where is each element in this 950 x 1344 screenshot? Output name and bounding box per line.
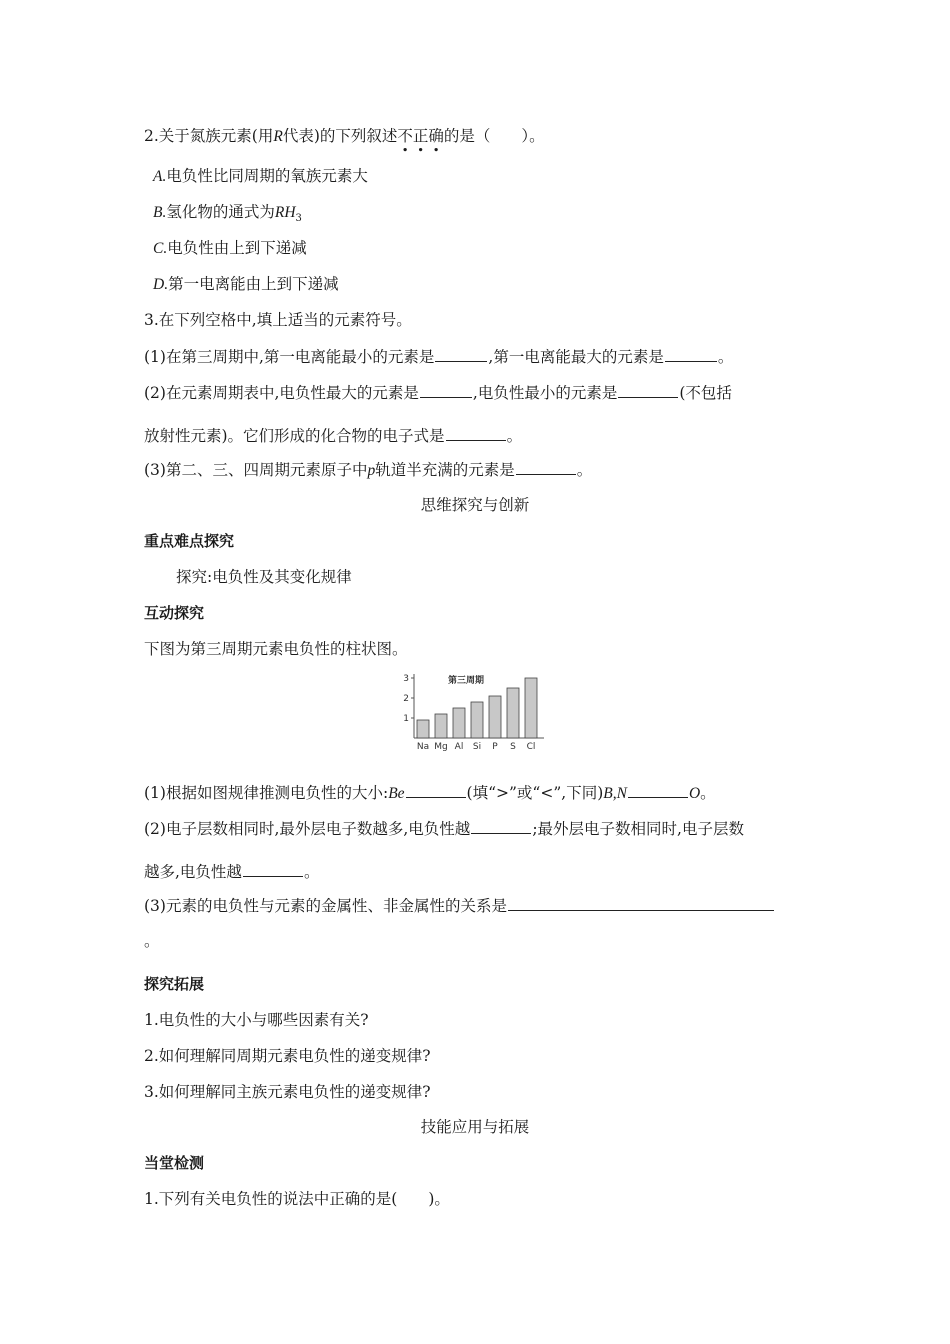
iq-part2-cont: 越多,电负性越 。: [144, 863, 320, 881]
answer-blank[interactable]: [406, 782, 466, 798]
chart-title: 第三周期: [447, 676, 485, 686]
bar: [525, 678, 537, 738]
q3-part1: (1)在第三周期中,第一电离能最小的元素是 ,第一电离能最大的元素是 。: [144, 348, 734, 366]
focus-heading: 重点难点探究: [144, 532, 235, 550]
q3-part2: (2)在元素周期表中,电负性最大的元素是 ,电负性最小的元素是 (不包括: [144, 384, 732, 402]
q2-stem: 2.关于氮族元素(用R代表)的下列叙述不正确的是（ ）。: [144, 127, 545, 145]
x-tick-label: Si: [472, 742, 482, 752]
extend-item: 2.如何理解同周期元素电负性的递变规律?: [144, 1047, 431, 1065]
answer-blank[interactable]: [446, 425, 506, 441]
interactive-heading: 互动探究: [144, 604, 205, 622]
check-heading: 当堂检测: [144, 1154, 205, 1172]
chart-intro: 下图为第三周期元素电负性的柱状图。: [144, 640, 408, 658]
x-tick-label: Na: [416, 742, 430, 752]
q2-option-b: B.氢化物的通式为$RH_3$: [153, 203, 302, 225]
answer-blank[interactable]: [435, 346, 487, 362]
q2-option-a: A.电负性比同周期的氧族元素大: [153, 167, 368, 185]
q3-part3: (3)第二、三、四周期元素原子中p轨道半充满的元素是 。: [144, 461, 593, 479]
bar: [471, 702, 483, 738]
y-tick-label: 1: [403, 714, 409, 724]
x-tick-label: Mg: [434, 742, 448, 752]
bar: [417, 720, 429, 738]
q3-part2-cont: 放射性元素)。它们形成的化合物的电子式是 。: [144, 427, 523, 445]
explore-title: 探究:电负性及其变化规律: [176, 568, 352, 586]
bar: [453, 708, 465, 738]
extend-heading: 探究拓展: [144, 975, 205, 993]
iq-part3: (3)元素的电负性与元素的金属性、非金属性的关系是: [144, 895, 775, 916]
emphasis-char: 确: [428, 127, 444, 145]
x-tick-label: Cl: [526, 742, 536, 752]
q3-stem: 3.在下列空格中,填上适当的元素符号。: [144, 311, 412, 329]
answer-blank[interactable]: [471, 818, 531, 834]
iq-part3-end: 。: [144, 932, 160, 950]
bar: [507, 688, 519, 738]
y-tick-label: 2: [403, 694, 409, 704]
iq-part2: (2)电子层数相同时,最外层电子数越多,电负性越 ;最外层电子数相同时,电子层数: [144, 820, 744, 838]
answer-blank[interactable]: [508, 895, 774, 911]
y-tick-label: 3: [403, 674, 409, 684]
answer-blank[interactable]: [420, 382, 472, 398]
electronegativity-bar-chart: [402, 668, 547, 754]
iq-part1: (1)根据如图规律推测电负性的大小:Be (填“>”或“<”,下同)B,N O。: [144, 784, 716, 802]
answer-blank[interactable]: [516, 459, 576, 475]
section-title: 技能应用与拓展: [420, 1118, 530, 1136]
answer-blank[interactable]: [628, 782, 688, 798]
answer-blank[interactable]: [618, 382, 678, 398]
q2-option-d: D.第一电离能由上到下递减: [153, 275, 339, 293]
answer-blank[interactable]: [665, 346, 717, 362]
answer-blank[interactable]: [243, 861, 303, 877]
bar: [489, 696, 501, 738]
bar: [435, 714, 447, 738]
x-tick-label: Al: [454, 742, 464, 752]
check-question: 1.下列有关电负性的说法中正确的是( )。: [144, 1190, 450, 1208]
extend-item: 3.如何理解同主族元素电负性的递变规律?: [144, 1083, 431, 1101]
emphasis-char: 不: [397, 127, 413, 145]
x-tick-label: S: [510, 742, 516, 752]
extend-item: 1.电负性的大小与哪些因素有关?: [144, 1011, 369, 1029]
q2-option-c: C.电负性由上到下递减: [153, 239, 307, 257]
emphasis-char: 正: [412, 127, 429, 145]
x-tick-label: P: [492, 742, 498, 752]
section-title: 思维探究与创新: [420, 496, 530, 514]
